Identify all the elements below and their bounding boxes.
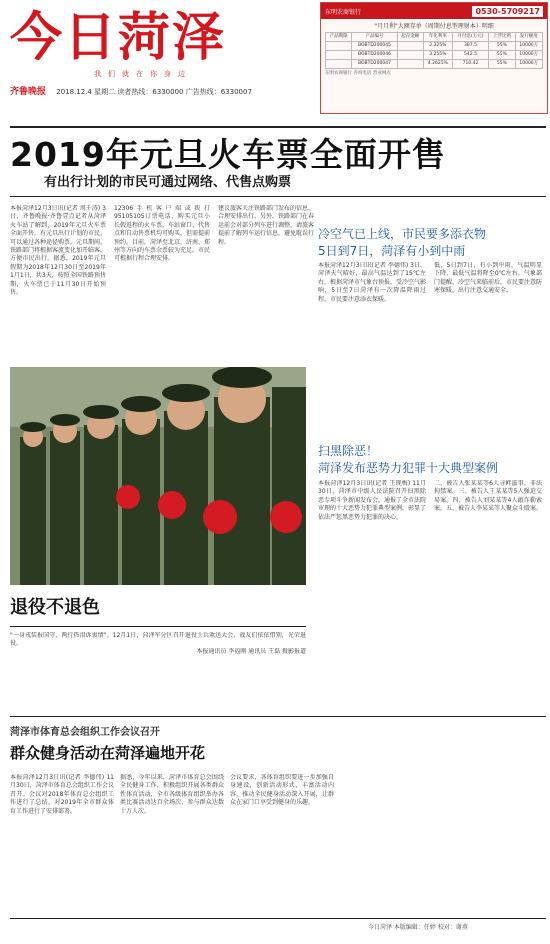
- table-cell: [397, 42, 423, 51]
- ad-rate-table: [325, 32, 543, 69]
- page-footer: 今日菏泽 本版编辑：任婷 校对：谢燕: [368, 924, 468, 931]
- table-cell: BOBTD200046: [352, 51, 397, 60]
- masthead-info: [10, 84, 320, 96]
- lead-article-col1: 本报菏泽12月3日讯(记者 周千涛) 3日，齐鲁晚报·齐鲁壹点记者从菏泽火车站了解到，2019年元旦火车票全面开售，有元旦出行计划的市民，可以通过各种途径购票。元旦期间，铁路部门将根据客流变化加开临客，方便市民出行。据悉，2019年元旦假期为2018年12月30日至2019年1月1日，共3天，按照全国铁路预售期，火车票已于11月30日开始预售。: [10, 205, 106, 297]
- table-row: [326, 42, 543, 51]
- table-cell: 2.325%: [423, 42, 452, 51]
- photo-story-divider: [10, 626, 306, 627]
- table-header-row: [326, 33, 543, 42]
- fitness-kicker: 菏泽市体育总会组织工作会议召开: [10, 727, 160, 738]
- soldiers-photo: [10, 367, 306, 585]
- table-cell: 710.42: [452, 60, 488, 69]
- lead-article-col3: 建议旅客关注铁路部门发布的信息，合理安排出行。另外，铁路部门在春运前会对部分列车进行调整，请旅客提前了解列车运行信息，避免耽误行程。: [218, 205, 314, 246]
- table-header-cell: 产品期限: [326, 33, 352, 42]
- crime-subtitle: 菏泽发布恶势力犯罪十大典型案例: [318, 461, 499, 475]
- table-row: [326, 51, 543, 60]
- table-cell: 3.255%: [423, 51, 452, 60]
- table-cell: 55%: [489, 51, 515, 60]
- lead-headline: 2019年元旦火车票全面开售: [10, 135, 446, 174]
- crime-title: 扫黑除恶！: [318, 444, 379, 458]
- table-cell: [326, 60, 352, 69]
- footer-divider: [10, 918, 546, 919]
- table-cell: 387.5: [452, 42, 488, 51]
- weather-title: 冷空气已上线，市民要多添衣物: [318, 227, 487, 241]
- table-cell: [397, 51, 423, 60]
- ad-phone: 0530-5709217: [472, 6, 543, 17]
- table-header-cell: 上浮比例: [489, 33, 515, 42]
- weather-subtitle: 5日到7日，菏泽有小到中雨: [318, 244, 466, 258]
- table-cell: 542.5: [452, 51, 488, 60]
- table-cell: 55%: [489, 60, 515, 69]
- photo-story-title: 退役不退色: [10, 597, 100, 618]
- slogan: 我们就在你身边: [94, 70, 192, 78]
- top-divider: [10, 126, 546, 128]
- table-header-cell: 年化利率: [423, 33, 452, 42]
- ad-header: [321, 3, 547, 19]
- fitness-article-col3: 会议要求，各体育组织要进一步加强自身建设，创新活动形式，丰富活动内容，推动全民健身活动深入开展，让群众在家门口享受到健身的乐趣。: [230, 774, 334, 807]
- fitness-divider: [10, 716, 546, 717]
- soldiers-photo-illustration: [10, 367, 306, 585]
- lead-article-col2: 12306手机客户端或拨打95105105订票电话，购买元旦小长假返程的火车票。车站窗口、代售点和自动售票机均可购买，但需提前预约。目前，菏泽至北京、济南、郑州等方向的车票余票较为充足，市民可根据行程合理安排。: [114, 205, 210, 263]
- table-cell: BOBTD200047: [352, 60, 397, 69]
- photo-credits: 本报通讯员 李福刚 通讯员 王磊 摄影报道: [196, 648, 306, 655]
- fitness-article-col2: 据悉，今年以来，菏泽市体育总会围绕全民健身工作，积极组织开展各类群众性体育活动，全市各级体育组织举办各类比赛活动达百余场次，参与群众达数十万人次。: [120, 774, 224, 815]
- headline-divider: [10, 196, 546, 197]
- table-cell: 55%: [489, 42, 515, 51]
- newspaper-logo: 今日菏泽: [10, 8, 227, 68]
- ad-title: "月月利"大额存单（周期付息型理财本）明细: [374, 23, 494, 30]
- ad-bank-name: 东明农商银行: [325, 8, 362, 16]
- fitness-article-col1: 本报菏泽12月3日讯(记者 李德伟) 11月30日，菏泽市体育总会组织工作会议召开。会议对2018年体育总会组织工作进行了总结，对2019年全市群众体育工作进行了安排部署。: [10, 774, 114, 815]
- table-cell: BOBTD200045: [352, 42, 397, 51]
- table-cell: 10000万: [515, 60, 542, 69]
- lead-subhead: 有出行计划的市民可通过网络、代售点购票: [44, 175, 292, 190]
- table-row: [326, 60, 543, 69]
- table-cell: 10000万: [515, 51, 542, 60]
- photo-caption: "一身戎装报国守，两行热泪诉衷情"。12月1日，菏泽军分区召开退役士兵欢送大会，战友们依依惜别，光荣退役。: [10, 632, 306, 648]
- table-cell: [326, 42, 352, 51]
- crime-article-col1: 本报菏泽12月3日讯(记者 王现梅) 11月30日，菏泽市中级人民法院召开扫黑除恶专项斗争新闻发布会，通报了全市法院审理的十大恶势力犯罪典型案例，彰显了依法严惩黑恶势力犯罪的决心。: [318, 480, 426, 521]
- bank-advertisement: [320, 2, 548, 114]
- table-cell: [326, 51, 352, 60]
- issue-info: 2018.12.4 星期二 读者热线：6330000 广告热线：6330007: [56, 88, 252, 96]
- table-cell: [397, 60, 423, 69]
- table-cell: 10000万: [515, 42, 542, 51]
- table-cell: 4.2625%: [423, 60, 452, 69]
- table-header-cell: 月付息(万元): [452, 33, 488, 42]
- brand-name: 齐鲁晚报: [10, 87, 47, 97]
- table-header-cell: 产品编号: [352, 33, 397, 42]
- ad-footnote: 东明农商银行 咨询电话 营业网点: [325, 71, 391, 76]
- table-header-cell: 发行额度: [515, 33, 542, 42]
- fitness-title: 群众健身活动在菏泽遍地开花: [10, 744, 206, 762]
- masthead: [10, 6, 320, 96]
- weather-article-col1: 本报菏泽12月3日讯(记者 李德伟) 3日，菏泽天气晴好，最高气温达到了15℃左右。根据菏泽市气象台预报，受冷空气影响，5日至7日菏泽有一次降温降雨过程，市民要注意添衣保暖。: [318, 262, 426, 303]
- table-header-cell: 起存金额: [397, 33, 423, 42]
- crime-article-col2: 二、被告人张某某等6人寻衅滋事、非法拘禁案。三、被告人王某某等5人强迫交易案。四、被告人刘某某等4人敲诈勒索案。五、被告人李某某等人聚众斗殴案。: [434, 480, 542, 513]
- weather-article-col2: 低，5日到7日，有小到中雨，气温明显下降，最低气温将降至0℃左右。气象部门提醒，冷空气来临前后，市民要注意防寒保暖，出行注意交通安全。: [434, 262, 542, 295]
